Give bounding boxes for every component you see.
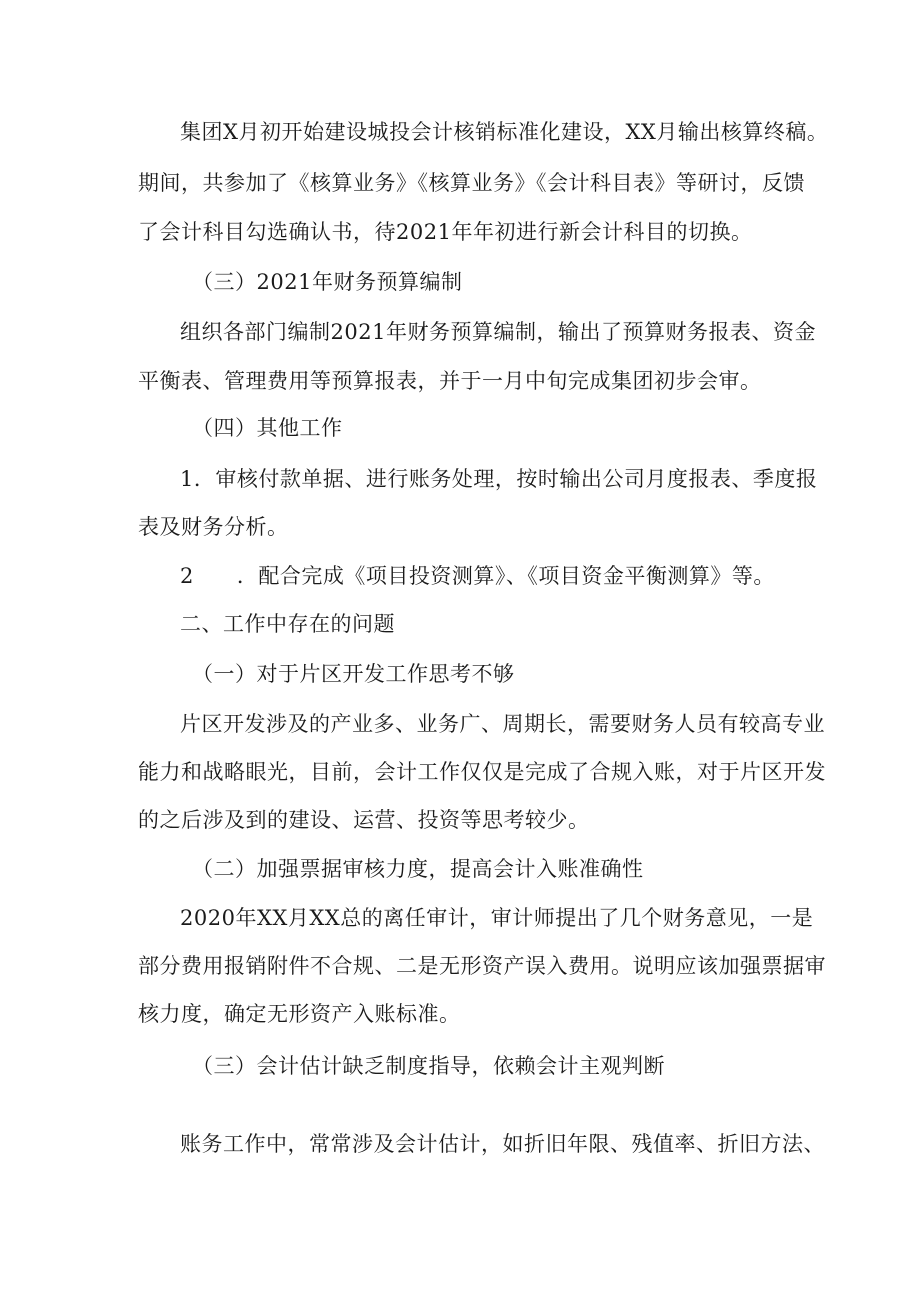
paragraph-line: 2020年XX月XX总的离任审计，审计师提出了几个财务意见，一是 bbox=[180, 906, 814, 930]
paragraph-line: 片区开发涉及的产业多、业务广、周期长，需要财务人员有较高专业 bbox=[180, 712, 825, 736]
list-item-line: 2 ．配合完成《项目投资测算》、《项目资金平衡测算》等。 bbox=[180, 564, 775, 588]
section-heading: （三）会计估计缺乏制度指导，依赖会计主观判断 bbox=[192, 1054, 665, 1078]
section-heading: （四）其他工作 bbox=[192, 416, 343, 440]
section-heading: （三）2021年财务预算编制 bbox=[192, 270, 463, 294]
section-heading: （二）加强票据审核力度，提高会计入账准确性 bbox=[192, 857, 644, 881]
paragraph-line: 的之后涉及到的建设、运营、投资等思考较少。 bbox=[138, 808, 590, 832]
list-item-line: 表及财务分析。 bbox=[138, 515, 289, 539]
paragraph-line: 平衡表、管理费用等预算报表，并于一月中旬完成集团初步会审。 bbox=[138, 369, 762, 393]
paragraph-line: 账务工作中，常常涉及会计估计，如折旧年限、残值率、折旧方法、 bbox=[180, 1132, 825, 1156]
paragraph-line: 核力度，确定无形资产入账标准。 bbox=[138, 1002, 461, 1026]
paragraph-line: 期间，共参加了《核算业务》《核算业务》《会计科目表》等研讨，反馈 bbox=[138, 171, 805, 195]
paragraph-line: 了会计科目勾选确认书，待2021年年初进行新会计科目的切换。 bbox=[138, 220, 753, 244]
paragraph-line: 部分费用报销附件不合规、二是无形资产误入费用。说明应该加强票据审 bbox=[138, 954, 826, 978]
paragraph-line: 组织各部门编制2021年财务预算编制，输出了预算财务报表、资金 bbox=[180, 320, 816, 344]
paragraph-line: 能力和战略眼光，目前，会计工作仅仅是完成了合规入账，对于片区开发 bbox=[138, 760, 826, 784]
section-heading: （一）对于片区开发工作思考不够 bbox=[192, 662, 515, 686]
chapter-heading: 二、工作中存在的问题 bbox=[180, 612, 395, 636]
list-item-line: 1．审核付款单据、进行账务处理，按时输出公司月度报表、季度报 bbox=[180, 467, 818, 491]
paragraph-line: 集团X月初开始建设城投会计核销标准化建设，XX月输出核算终稿。 bbox=[180, 120, 829, 144]
